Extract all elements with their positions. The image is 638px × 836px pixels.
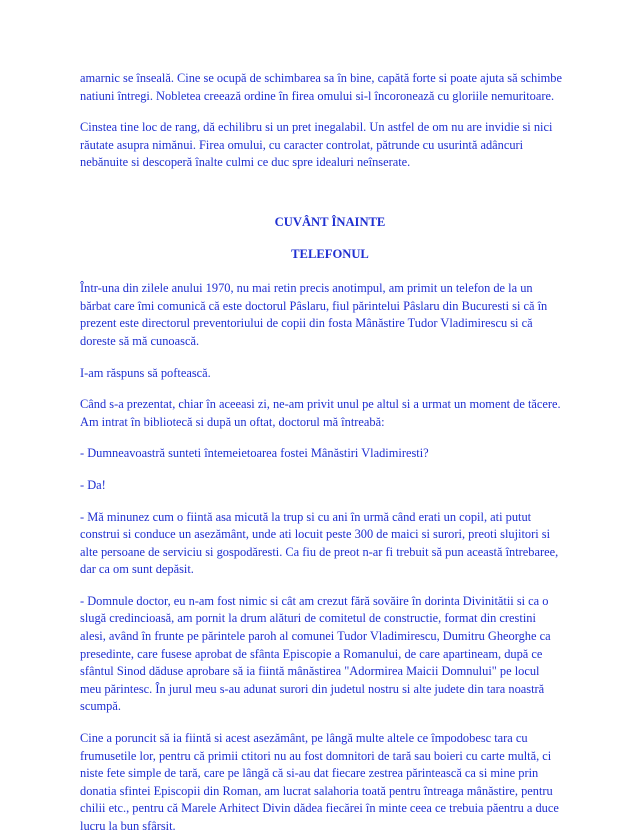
text-line: alte persoane de serviciu si gospodăresti. Ca fiu de preot n-ar fi trebuit să pun această întrebaree, bbox=[80, 544, 559, 559]
text-line: Cinstea tine loc de rang, dă echilibru si un pret inegalabil. Un astfel de om nu are invidie si nici bbox=[80, 120, 553, 135]
paragraph bbox=[80, 593, 580, 716]
text-line: meu părintesc. În jurul meu s-au adunat surori din judetul nostru si alte judete din tara noastră bbox=[80, 681, 545, 696]
text-line: slugă credincioasă, am pornit la drum alături de comitetul de constructie, format din crestini bbox=[80, 611, 536, 626]
text-line: - Dumneavoastră sunteti întemeietoarea fostei Mânăstiri Vladimiresti? bbox=[80, 446, 429, 461]
text-line: - Da! bbox=[80, 477, 106, 492]
paragraph bbox=[80, 445, 580, 463]
text-line: doreste să mă cunoască. bbox=[80, 333, 200, 348]
text-line: alesi, având în frunte pe părintele paroh al comunei Tudor Vladimirescu, Dumitru Gheorghe ca bbox=[80, 629, 551, 644]
text-line: presedinte, care fusese aprobat de sfânta Episcopie a Romanului, de care apartineam, după ce bbox=[80, 646, 543, 661]
paragraph bbox=[80, 70, 580, 105]
text-line: - Domnule doctor, eu n-am fost nimic si cât am crezut fără sovăire în dorinta Divinitătii si ca o bbox=[80, 593, 549, 608]
text-line: prezent este directorul preventoriului de copii din fosta Mânăstire Tudor Vladimirescu si că bbox=[80, 316, 533, 331]
paragraph bbox=[80, 509, 580, 579]
text-line: răutate asupra nimănui. Firea omului, cu caracter controlat, pătrunde cu usurintă adâncuri bbox=[80, 137, 524, 152]
paragraph bbox=[80, 280, 580, 350]
text-line: donatia sfintei Episcopii din Roman, am lucrat salahoria toată pentru întreaga mânăstire, pentru bbox=[80, 783, 553, 798]
text-line: - Mă minunez cum o fiintă asa micută la trup si cu ani în urmă când erati un copil, ati putut bbox=[80, 509, 532, 524]
paragraph bbox=[80, 730, 580, 836]
text-line: I-am răspuns să poftească. bbox=[80, 365, 211, 380]
body-section bbox=[80, 280, 580, 835]
text-line: scumpă. bbox=[80, 699, 121, 714]
text-line: sfântul Sinod dăduse aprobare să ia fiintă mânăstirea "Adormirea Maicii Domnului" pe locul bbox=[80, 664, 540, 679]
text-line: natiuni întregi. Nobletea creează ordine în firea omului si-l încoronează cu gloriile nemuritoare. bbox=[80, 88, 555, 103]
section-heading: TELEFONUL bbox=[291, 246, 369, 261]
paragraph bbox=[80, 365, 580, 383]
paragraph bbox=[80, 119, 580, 172]
text-line: niste fete simple de tară, care pe lângă că si-au dat fiecare zestrea părintească ca si mine prin bbox=[80, 766, 539, 781]
text-line: construi si conduce un asezământ, unde ati locuit peste 300 de maici si surori, preoti slujitori si bbox=[80, 527, 551, 542]
text-line: Cine a poruncit să ia fiintă si acest asezământ, pe lângă multe altele ce împodobesc tara cu bbox=[80, 731, 528, 746]
text-line: chilii etc., pentru că Marele Arhitect Divin dădea fiecărei în minte ceea ce trebuia păentru a duce bbox=[80, 801, 559, 816]
text-line: Am intrat în bibliotecă si după un oftat, doctorul mă întreabă: bbox=[80, 414, 385, 429]
text-line: amarnic se înseală. Cine se ocupă de schimbarea sa în bine, capătă forte si poate ajuta să schimbe bbox=[80, 71, 563, 85]
text-line: dar ca om sunt depăsit. bbox=[80, 562, 194, 577]
text-line: nebănuite si descoperă înalte culmi ce duc spre idealuri neînserate. bbox=[80, 155, 411, 170]
text-line: Într-una din zilele anului 1970, nu mai retin precis anotimpul, am primit un telefon de la un bbox=[80, 281, 533, 296]
chapter-heading: CUVÂNT ÎNAINTE bbox=[274, 214, 386, 229]
text-line: bărbat care îmi comunică că este doctorul Pâslaru, fiul părintelui Pâslaru din Bucuresti si că în bbox=[80, 298, 548, 313]
paragraph bbox=[80, 396, 580, 431]
text-line: Când s-a prezentat, chiar în aceeasi zi, ne-am privit unul pe altul si a urmat un moment de tăcere. bbox=[80, 397, 561, 412]
text-line: lucru la bun sfârsit. bbox=[80, 819, 176, 833]
text-line: frumusetile lor, pentru că primii ctitori nu au fost domnitori de tară sau boieri cu carte multă, ci bbox=[80, 748, 552, 763]
paragraph bbox=[80, 477, 580, 495]
intro-section bbox=[80, 70, 580, 172]
